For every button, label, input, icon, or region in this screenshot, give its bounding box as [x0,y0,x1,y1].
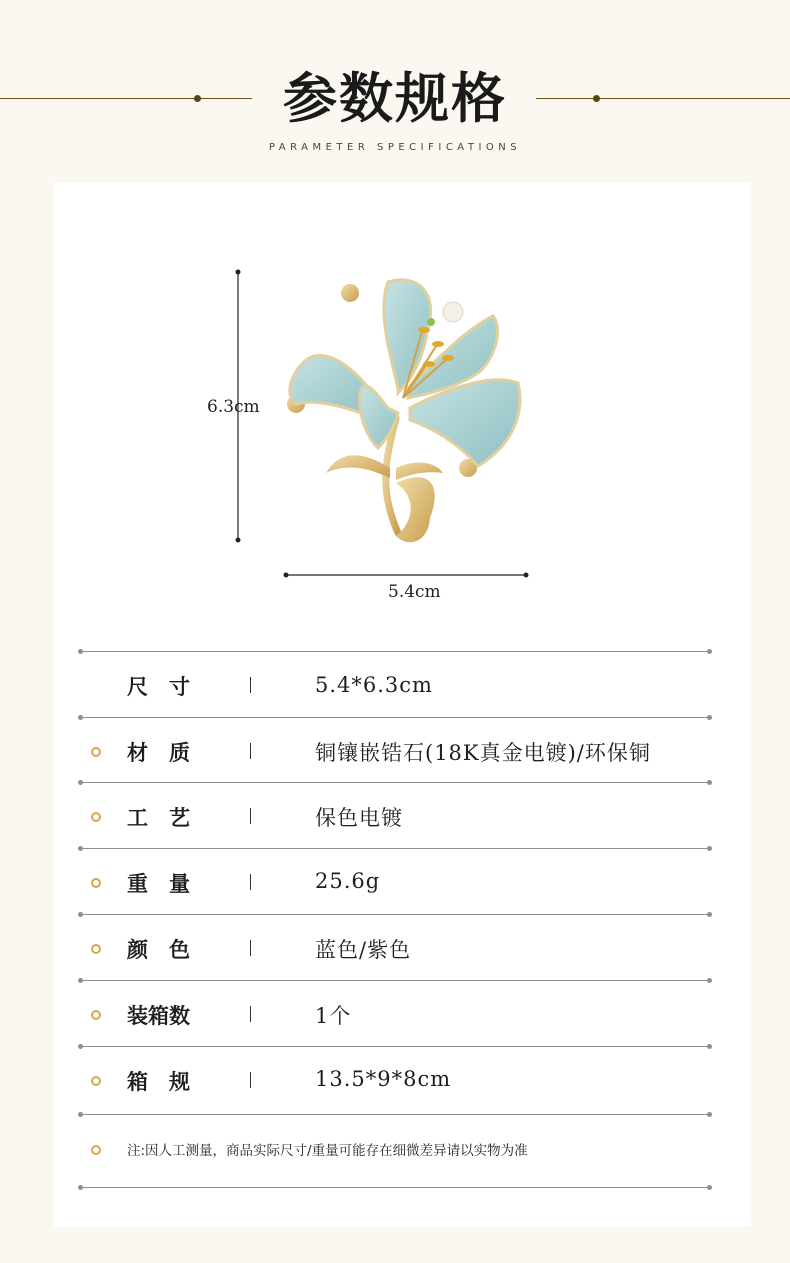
spec-label: 箱 规 [127,1069,190,1094]
spec-row-weight [80,849,710,914]
spec-label: 尺 寸 [127,674,190,699]
bullet-icon [91,1145,101,1155]
bullet-icon [91,812,101,822]
spec-divider [250,677,251,693]
spec-label: 装箱数 [127,1003,190,1028]
spec-label: 工 艺 [127,805,190,830]
spec-value: 5.4*6.3cm [315,673,433,697]
spec-row-color [80,915,710,980]
header [0,0,790,180]
bullet-icon [91,1076,101,1086]
spec-value: 蓝色/紫色 [315,938,412,962]
spec-row-packing-count [80,981,710,1046]
spec-divider [250,1006,251,1022]
spec-divider [250,743,251,759]
spec-divider [250,1072,251,1088]
note-row [80,1115,710,1187]
spec-row-material [80,718,710,783]
spec-label: 材 质 [127,740,190,765]
table-separator [80,1187,710,1188]
bullet-icon [91,944,101,954]
spec-row-size [80,652,710,717]
spec-value: 铜镶嵌锆石(18K真金电镀)/环保铜 [315,741,651,765]
spec-divider [250,808,251,824]
bullet-icon [91,747,101,757]
spec-row-box-size [80,1047,710,1114]
page-title: 参数规格 [283,66,507,130]
spec-label: 重 量 [127,871,190,896]
lily-brooch-image [278,268,528,550]
spec-row-craft [80,783,710,848]
spec-value: 保色电镀 [315,806,403,830]
spec-label: 颜 色 [127,937,190,962]
spec-value: 25.6g [315,869,381,893]
height-label: 6.3cm [207,397,260,417]
spec-divider [250,940,251,956]
width-label: 5.4cm [388,582,441,602]
bullet-icon [91,1010,101,1020]
page-subtitle: PARAMETER SPECIFICATIONS [268,142,522,153]
spec-value: 13.5*9*8cm [315,1067,452,1091]
bullet-icon [91,878,101,888]
spec-value: 1个 [315,1004,352,1028]
spec-divider [250,874,251,890]
width-dimension-line [280,567,532,583]
measurement-note: 注:因人工测量，商品实际尺寸/重量可能存在细微差异请以实物为准 [127,1143,528,1159]
